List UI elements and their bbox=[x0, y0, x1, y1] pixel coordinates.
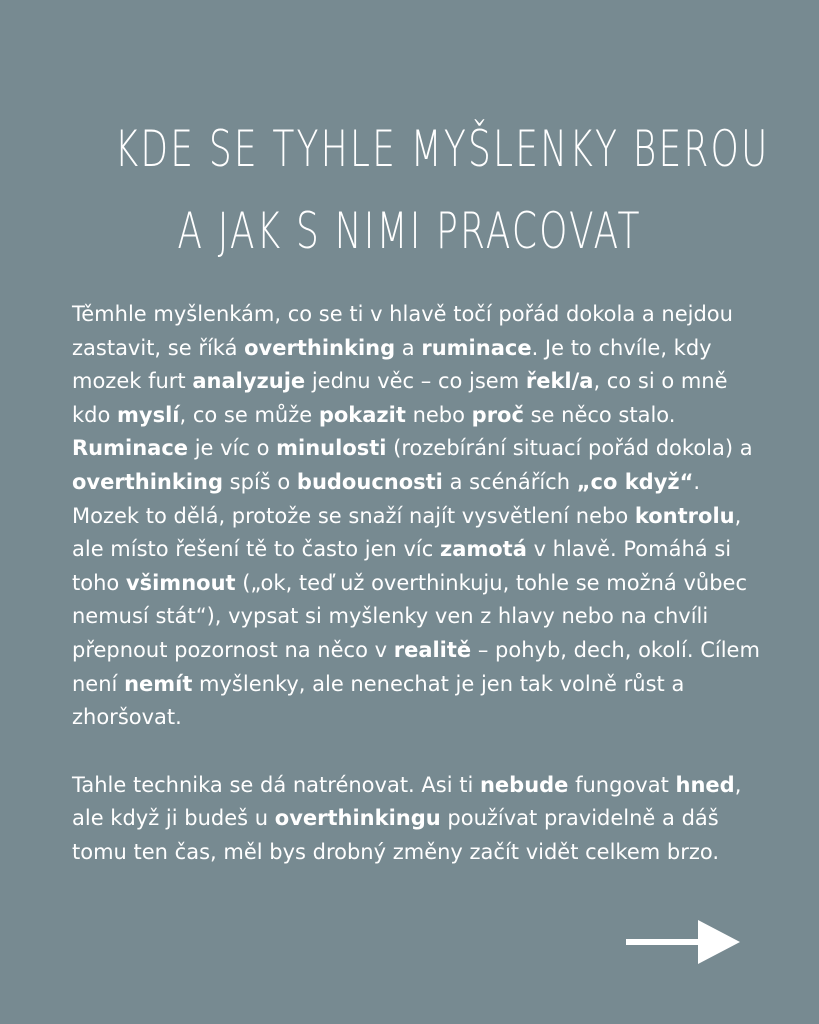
bold-term: Ruminace bbox=[72, 436, 189, 461]
arrow-right-icon[interactable] bbox=[626, 920, 740, 964]
paragraph-1 bbox=[72, 298, 762, 735]
text-segment: , ale když ji budeš u bbox=[72, 772, 742, 831]
text-segment: , ale místo řešení tě to často jen víc bbox=[72, 503, 742, 562]
text-segment: myšlenky, ale nenechat je jen tak volně růst a zhoršovat. bbox=[72, 671, 685, 730]
bold-term: analyzuje bbox=[192, 369, 306, 394]
body-text bbox=[72, 298, 762, 870]
text-segment: a bbox=[395, 335, 422, 360]
bold-term: budoucnosti bbox=[296, 469, 443, 494]
bold-term: proč bbox=[471, 402, 524, 427]
bold-term: overthinking bbox=[244, 335, 396, 360]
bold-term: myslí bbox=[117, 402, 180, 427]
text-segment: v hlavě. Pomáhá si toho bbox=[72, 537, 732, 595]
title-line-1: KDE SE TYHLE MYŠLENKY BEROU bbox=[114, 120, 770, 178]
bold-term: pokazit bbox=[318, 402, 406, 427]
text-segment: a scénářích bbox=[442, 469, 577, 494]
paragraph-2 bbox=[72, 769, 762, 870]
bold-term: overthinking bbox=[72, 469, 223, 494]
text-segment: Těmhle myšlenkám, co se ti v hlavě točí pořád dokola a nejdou zastavit, se říká bbox=[72, 302, 733, 360]
text-segment: se něco stalo. bbox=[523, 402, 676, 427]
text-segment: nebo bbox=[405, 402, 472, 427]
bold-term: hned bbox=[675, 772, 735, 797]
bold-term: ruminace bbox=[421, 335, 532, 360]
bold-term: minulosti bbox=[276, 436, 387, 461]
bold-term: zamotá bbox=[439, 537, 527, 562]
bold-term: kontrolu bbox=[634, 503, 735, 528]
text-segment: spíš o bbox=[223, 469, 297, 494]
text-segment: fungovat bbox=[568, 772, 676, 797]
text-segment: (rozebírání situací pořád dokola) a bbox=[386, 436, 753, 461]
bold-term: nemít bbox=[124, 671, 193, 696]
text-segment: . Mozek to dělá, protože se snaží najít vysvětlení nebo bbox=[72, 469, 701, 528]
page-title bbox=[114, 108, 770, 272]
text-segment: , co si o mně kdo bbox=[72, 369, 728, 427]
bold-term: nebude bbox=[479, 772, 569, 797]
text-segment: Tahle technika se dá natrénovat. Asi ti bbox=[72, 772, 480, 797]
bold-term: „co když“ bbox=[576, 469, 694, 494]
text-segment: , co se může bbox=[179, 402, 319, 427]
bold-term: realitě bbox=[393, 637, 472, 662]
text-segment: je víc o bbox=[188, 436, 277, 461]
title-line-2: A JAK S NIMI PRACOVAT bbox=[177, 202, 642, 260]
text-segment: – pohyb, dech, okolí. Cílem není bbox=[72, 637, 760, 696]
text-segment: používat pravidelně a dáš tomu ten čas, měl bys drobný změny začít vidět celkem brzo. bbox=[72, 806, 720, 864]
bold-term: řekl/a bbox=[525, 369, 594, 394]
text-segment: . Je to chvíle, kdy mozek furt bbox=[72, 335, 712, 394]
text-segment: jednu věc – co jsem bbox=[305, 369, 526, 394]
bold-term: overthinkingu bbox=[274, 806, 441, 831]
bold-term: všimnout bbox=[125, 570, 236, 595]
text-segment: („ok, teď už overthinkuju, tohle se možná vůbec nemusí stát“), vypsat si myšlenky ven z hlavy nebo na chvíli přepnout pozornost na něco v bbox=[72, 570, 747, 662]
